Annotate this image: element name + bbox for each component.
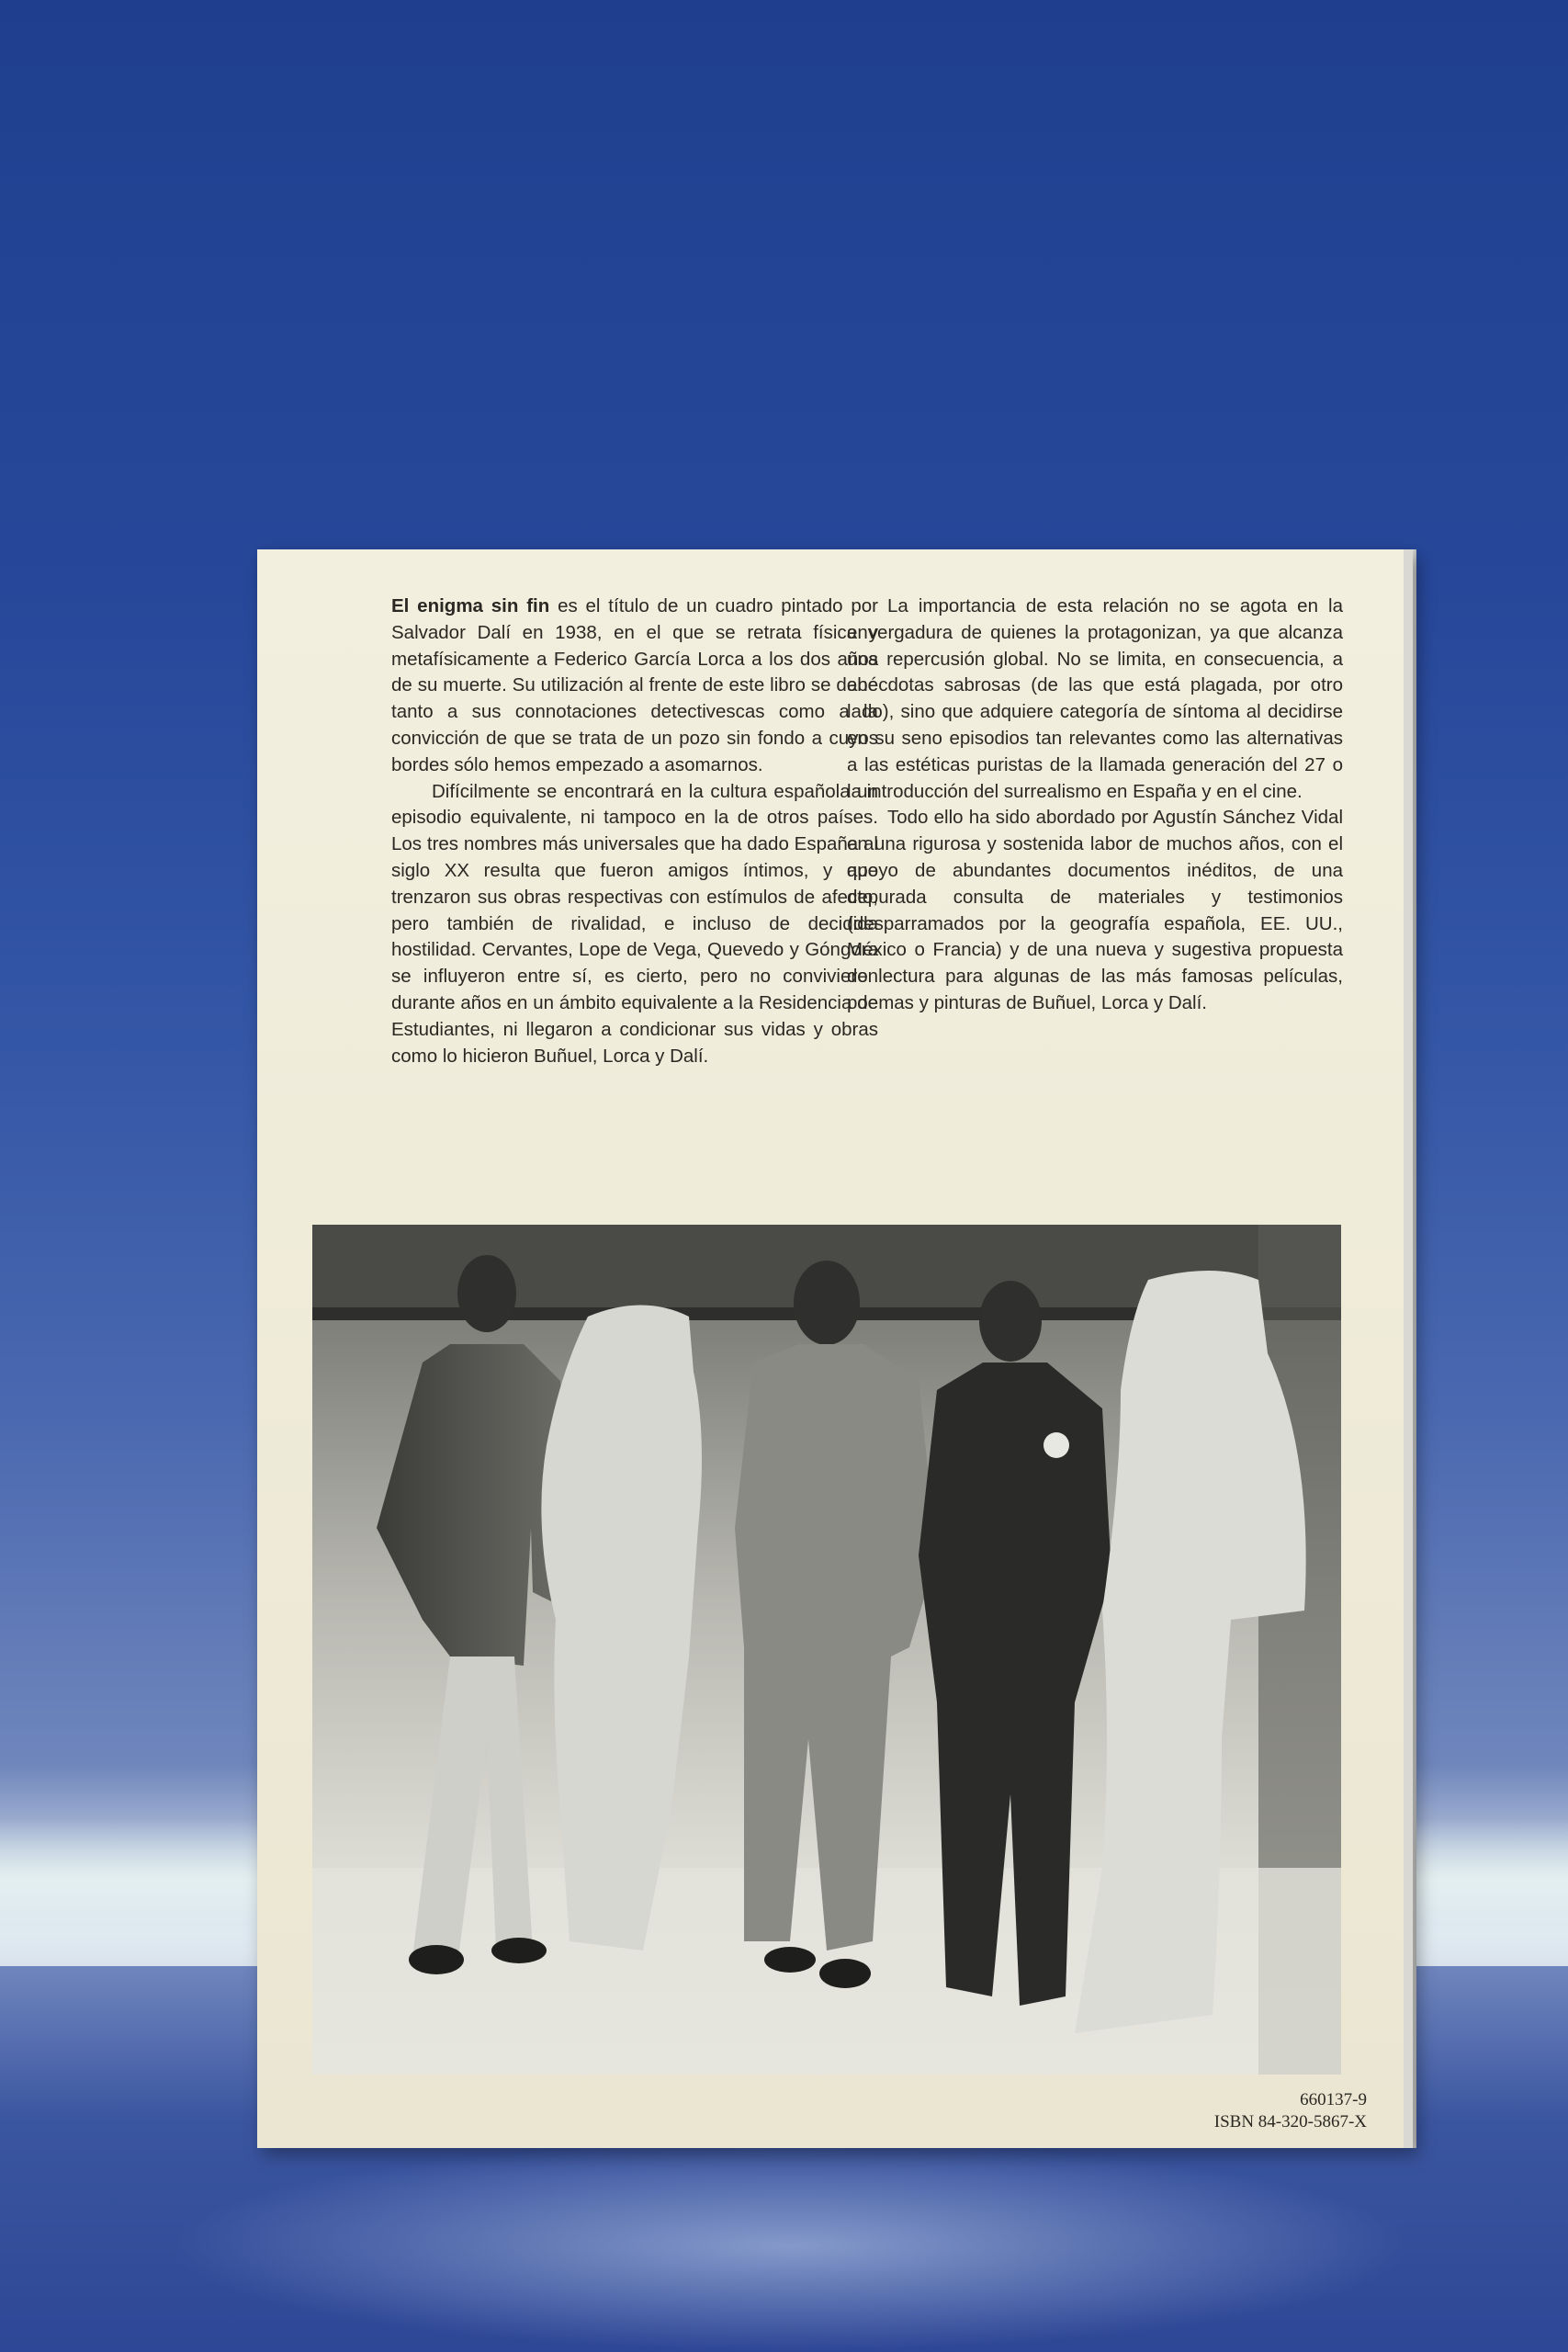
historical-photograph: [312, 1225, 1341, 2075]
left-paragraph-1: [391, 594, 878, 779]
isbn-code: ISBN 84-320-5867-X: [1213, 2112, 1367, 2132]
right-paragraph-1: La importancia de esta relación no se agota en la envergadura de quienes la protagonizan, ya que alcanza una repercusión global. No se limita, en consecuencia, a anécdotas sabrosas (de las que está plagada, por otro lado), sino que adquiere categoría de síntoma al decidirse en su seno episodios tan relevantes como las alternativas a las estéticas puristas de la llamada generación del 27 o la introducción del surrealismo en España y en el cine.: [847, 595, 1343, 802]
barcode-codes: [999, 2089, 1367, 2133]
right-paragraph-2: Todo ello ha sido abordado por Agustín Sánchez Vidal en una rigurosa y sostenida labor de muchos años, con el apoyo de abundantes documentos inéditos, de una depurada consulta de materiales y testimonios (desparramados por la geografía española, EE. UU., México o Francia) y de una nueva y sugestiva propuesta de lectura para algunas de las más famosas películas, poemas y pinturas de Buñuel, Lorca y Dalí.: [847, 807, 1343, 1013]
catalog-code: 660137-9: [1300, 2090, 1367, 2109]
table-reflection: [165, 2141, 1415, 2352]
book-title-lead: El enigma sin fin: [391, 595, 550, 616]
right-text-column: [847, 594, 1343, 1017]
left-paragraph-1-text: es el título de un cuadro pintado por Salvador Dalí en 1938, en el que se retrata física y metafísicamente a Federico García Lorca a los dos años de su muerte. Su utilización al frente de este libro se debe tanto a sus connotaciones detectivescas como a la convicción de que se trata de un pozo sin fondo a cuyos bordes sólo hemos empezado a asomarnos.: [391, 595, 878, 775]
left-paragraph-2: Difícilmente se encontrará en la cultura española un episodio equivalente, ni tampoco en la de otros países. Los tres nombres más universales que ha dado España al siglo XX resulta que fueron amigos íntimos, y que trenzaron sus obras respectivas con estímulos de afecto, pero también de rivalidad, e incluso de decidida hostilidad. Cervantes, Lope de Vega, Quevedo y Góngora se influyeron entre sí, es cierto, pero no convivieron durante años en un ámbito equivalente a la Residencia de Estudiantes, ni llegaron a condicionar sus vidas y obras como lo hicieron Buñuel, Lorca y Dalí.: [391, 780, 878, 1067]
photograph-illustration: [312, 1225, 1341, 2075]
book-back-cover: [257, 549, 1413, 2148]
left-text-column: [391, 594, 878, 1069]
